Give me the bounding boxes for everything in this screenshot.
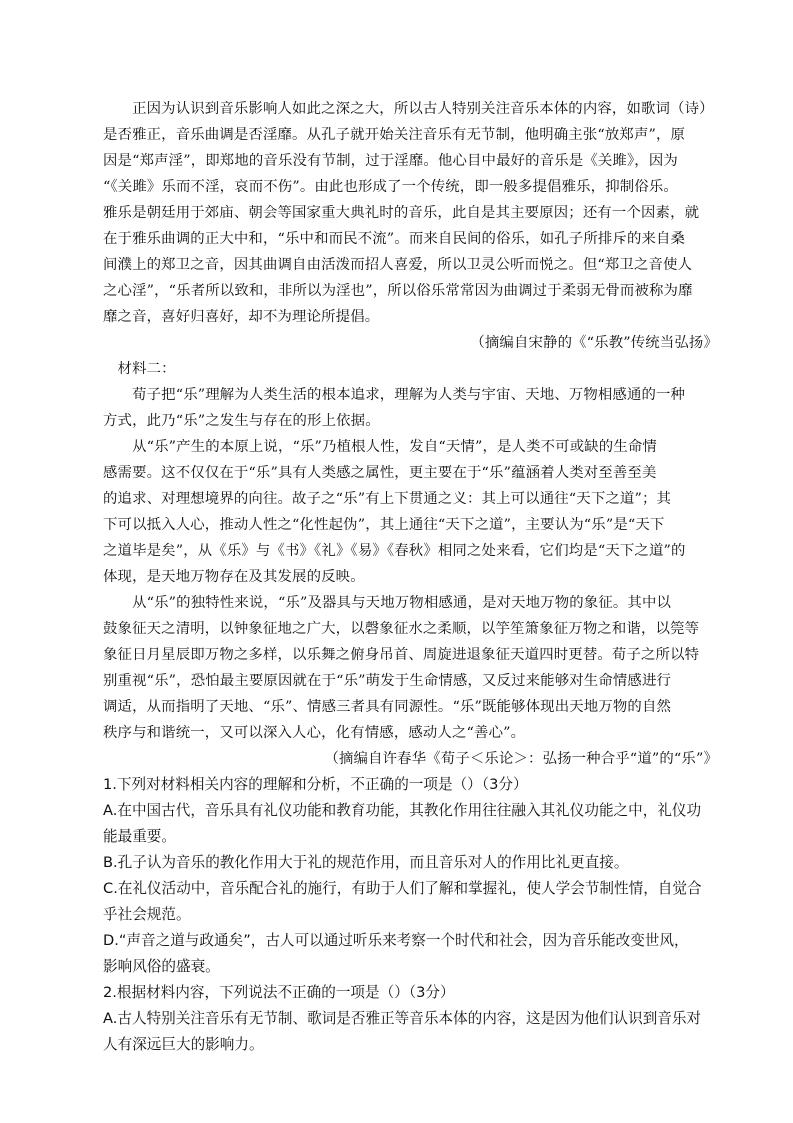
body-text-line: 体现，是天地万物存在及其发展的反映。 bbox=[103, 569, 365, 585]
body-text-line: 在于雅乐曲调的正大中和，“乐中和而民不流”。而来自民间的俗乐，如孔子所排斥的来自桑 bbox=[103, 231, 686, 247]
question-line: B.孔子认为音乐的教化作用大于礼的规范作用，而且音乐对人的作用比礼更直接。 bbox=[103, 854, 629, 871]
section-heading: 材料二： bbox=[103, 361, 176, 377]
body-text-line: 鼓象征天之清明，以钟象征地之广大，以磬象征水之柔顺，以竽笙箫象征万物之和谐，以筦等 bbox=[103, 621, 700, 637]
question-line: 1.下列对材料相关内容的理解和分析，不正确的一项是（）（3分） bbox=[103, 776, 528, 793]
question-line: A.古人特别关注音乐有无节制、歌词是否雅正等音乐本体的内容，这是因为他们认识到音乐对 bbox=[103, 1010, 702, 1027]
question-line: A.在中国古代，音乐具有礼仪功能和教育功能，其教化作用往往融入其礼仪功能之中，礼仪功 bbox=[103, 802, 702, 819]
body-text-line: 的追求、对理想境界的向往。故子之“乐”有上下贯通之义：其上可以通往“天下之道”；其 bbox=[103, 491, 672, 507]
body-text-line: 间濮上的郑卫之音，因其曲调自由活泼而招人喜爱，所以卫灵公听而悦之。但“郑卫之音使人 bbox=[103, 257, 693, 273]
source-citation: （摘编自宋静的《“乐教”传统当弘扬》 bbox=[470, 335, 718, 351]
body-text-line: 之心淫”，“乐者所以致和，非所以为淫也”，所以俗乐常常因为曲调过于柔弱无骨而被称为靡 bbox=[103, 283, 693, 299]
question-line: C.在礼仪活动中，音乐配合礼的施行，有助于人们了解和掌握礼，使人学会节制性情，自觉合 bbox=[103, 880, 702, 897]
source-citation: （摘编自许春华《荀子＜乐论＞：弘扬一种合乎“道”的“乐”》 bbox=[324, 751, 718, 767]
question-line: 乎社会规范。 bbox=[103, 906, 191, 923]
body-text-line: 别重视“乐”，恐怕最主要原因就在于“乐”萌发于生命情感，又反过来能够对生命情感进行 bbox=[103, 673, 672, 689]
body-text-line: 荀子把“乐”理解为人类生活的根本追求，理解为人类与宇宙、天地、万物相感通的一种 bbox=[103, 387, 686, 403]
body-text-line: 从“乐”的独特性来说，“乐”及器具与天地万物相感通，是对天地万物的象征。其中以 bbox=[103, 595, 672, 611]
body-text-line: 下可以抵入人心，推动人性之“化性起伪”，其上通往“天下之道”，主要认为“乐”是“天下 bbox=[103, 517, 665, 533]
question-line: 影响风俗的盛衰。 bbox=[103, 958, 220, 975]
body-text-line: 象征日月星辰即万物之多样，以乐舞之俯身吊首、周旋进退象征天道四时更替。荀子之所以特 bbox=[103, 647, 700, 663]
body-text-line: 之道毕是矣”，从《乐》与《书》《礼》《易》《春秋》相同之处来看，它们均是“天下之道”的 bbox=[103, 543, 686, 559]
body-text-line: 方式，此乃“乐”之发生与存在的形上依据。 bbox=[103, 413, 380, 429]
body-text-line: 感需要。这不仅仅在于“乐”具有人类感之属性，更主要在于“乐”蕴涵着人类对至善至美 bbox=[103, 465, 657, 481]
body-text-line: 从“乐”产生的本原上说，“乐”乃植根人性，发自“天情”，是人类不可或缺的生命情 bbox=[103, 439, 657, 455]
body-text-line: 靡之音，喜好归喜好，却不为理论所提倡。 bbox=[103, 309, 380, 325]
body-text-line: 秩序与和谐统一，又可以深入人心，化有情感，感动人之“善心”。 bbox=[103, 725, 526, 741]
question-line: 2.根据材料内容，下列说法不正确的一项是（）（3分） bbox=[103, 984, 455, 1001]
body-text-line: “《关雎》乐而不淫，哀而不伤”。由此也形成了一个传统，即一般多提倡雅乐，抑制俗乐。 bbox=[103, 179, 678, 195]
question-line: 能最重要。 bbox=[103, 828, 176, 845]
body-text-line: 因是“郑声淫”，即郑地的音乐没有节制，过于淫靡。他心目中最好的音乐是《关雎》，因为 bbox=[103, 153, 678, 169]
body-text-line: 是否雅正，音乐曲调是否淫靡。从孔子就开始关注音乐有无节制，他明确主张“放郑声”，原 bbox=[103, 127, 686, 143]
body-text-line: 正因为认识到音乐影响人如此之深之大，所以古人特别关注音乐本体的内容，如歌词（诗） bbox=[103, 101, 714, 117]
question-line: 人有深远巨大的影响力。 bbox=[103, 1036, 264, 1053]
body-text-line: 雅乐是朝廷用于郊庙、朝会等国家重大典礼时的音乐，此自是其主要原因；还有一个因素，就 bbox=[103, 205, 700, 221]
body-text-line: 调适，从而指明了天地、“乐”、情感三者具有同源性。“乐”既能够体现出天地万物的自然 bbox=[103, 699, 672, 715]
question-line: D.“声音之道与政通矣”，古人可以通过听乐来考察一个时代和社会，因为音乐能改变世风， bbox=[103, 932, 689, 949]
